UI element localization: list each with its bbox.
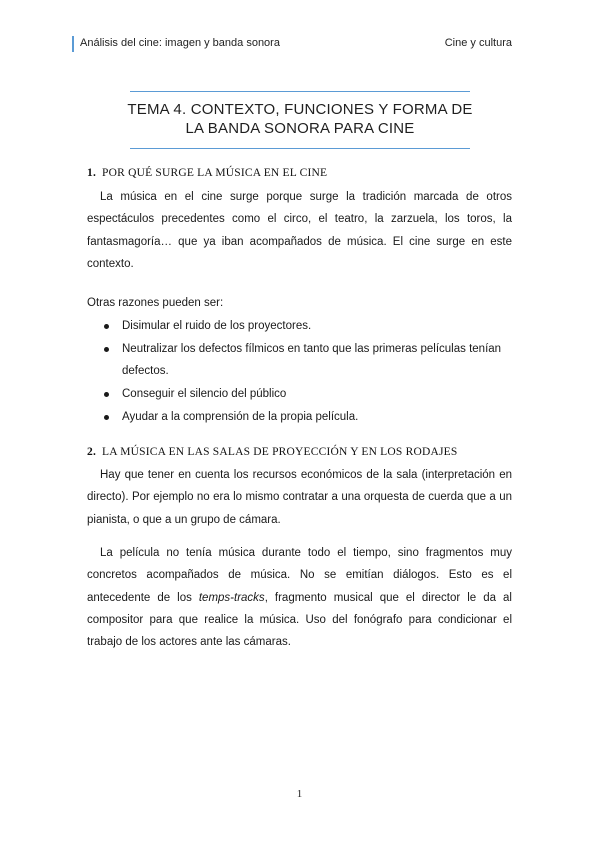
section-1-bullet-list (87, 315, 512, 428)
page-title-line-2: LA BANDA SONORA PARA CINE (185, 120, 415, 137)
section-2-paragraph-2-start: La película no tenía música durante todo el tiempo, sino fragmentos muy concretos acompañados de música. No se emitían diálogos. Esto es el antecedente de los (87, 547, 512, 604)
bullet-dot-icon (104, 324, 109, 329)
list-item-text: Neutralizar los defectos fílmicos en tanto que las primeras películas tenían defectos. (122, 342, 502, 378)
section-1-intro: Otras razones pueden ser: (87, 297, 224, 309)
list-item (87, 383, 512, 405)
page-number: 1 (296, 788, 303, 800)
list-item-text: Ayudar a la comprensión de la propia película. (122, 410, 359, 423)
list-item (87, 315, 512, 337)
header-subject: Cine y cultura (444, 37, 512, 49)
section-2-paragraph-2-term: temps-tracks (198, 591, 265, 604)
section-1-heading-text: POR QUÉ SURGE LA MÚSICA EN EL CINE (102, 167, 328, 179)
bullet-dot-icon (104, 392, 109, 397)
page-title-line-1: TEMA 4. CONTEXTO, FUNCIONES Y FORMA DE (127, 101, 473, 118)
section-1-heading (87, 167, 327, 179)
list-item (87, 338, 512, 383)
list-item-text: Conseguir el silencio del público (122, 387, 287, 400)
title-rule-bottom (130, 148, 470, 149)
section-2-paragraph-2 (87, 542, 512, 653)
section-2-heading (87, 446, 457, 458)
section-2-paragraph-2-end: , fragmento musical que el director le da al compositor para que realice la música. Uso del fonógrafo para condicionar el trabajo de los actores ante las cámaras. (87, 591, 512, 649)
list-item (87, 406, 512, 428)
title-rule-top (130, 91, 470, 92)
section-2-paragraph-1: Hay que tener en cuenta los recursos económicos de la sala (interpretación en directo). Por ejemplo no era lo mismo contratar a una orquesta de cuerda que a un pianista, o que a un grupo de cámara. (87, 469, 512, 526)
header-accent-bar (72, 36, 74, 52)
bullet-dot-icon (104, 415, 109, 420)
section-2-number: 2. (87, 446, 97, 458)
section-1-paragraph: La música en el cine surge porque surge la tradición marcada de otros espectáculos precedentes como el circo, el teatro, la zarzuela, los toros, la fantasmagoría… que ya iban acompañados de música. El cine surge en este contexto. (87, 191, 512, 270)
bullet-dot-icon (104, 347, 109, 352)
page-title (100, 100, 500, 138)
section-2-heading-text: LA MÚSICA EN LAS SALAS DE PROYECCIÓN Y EN LOS RODAJES (102, 446, 458, 458)
list-item-text: Disimular el ruido de los proyectores. (122, 320, 312, 332)
section-1-number: 1. (87, 167, 97, 179)
header-course-title: Análisis del cine: imagen y banda sonora (80, 37, 280, 49)
